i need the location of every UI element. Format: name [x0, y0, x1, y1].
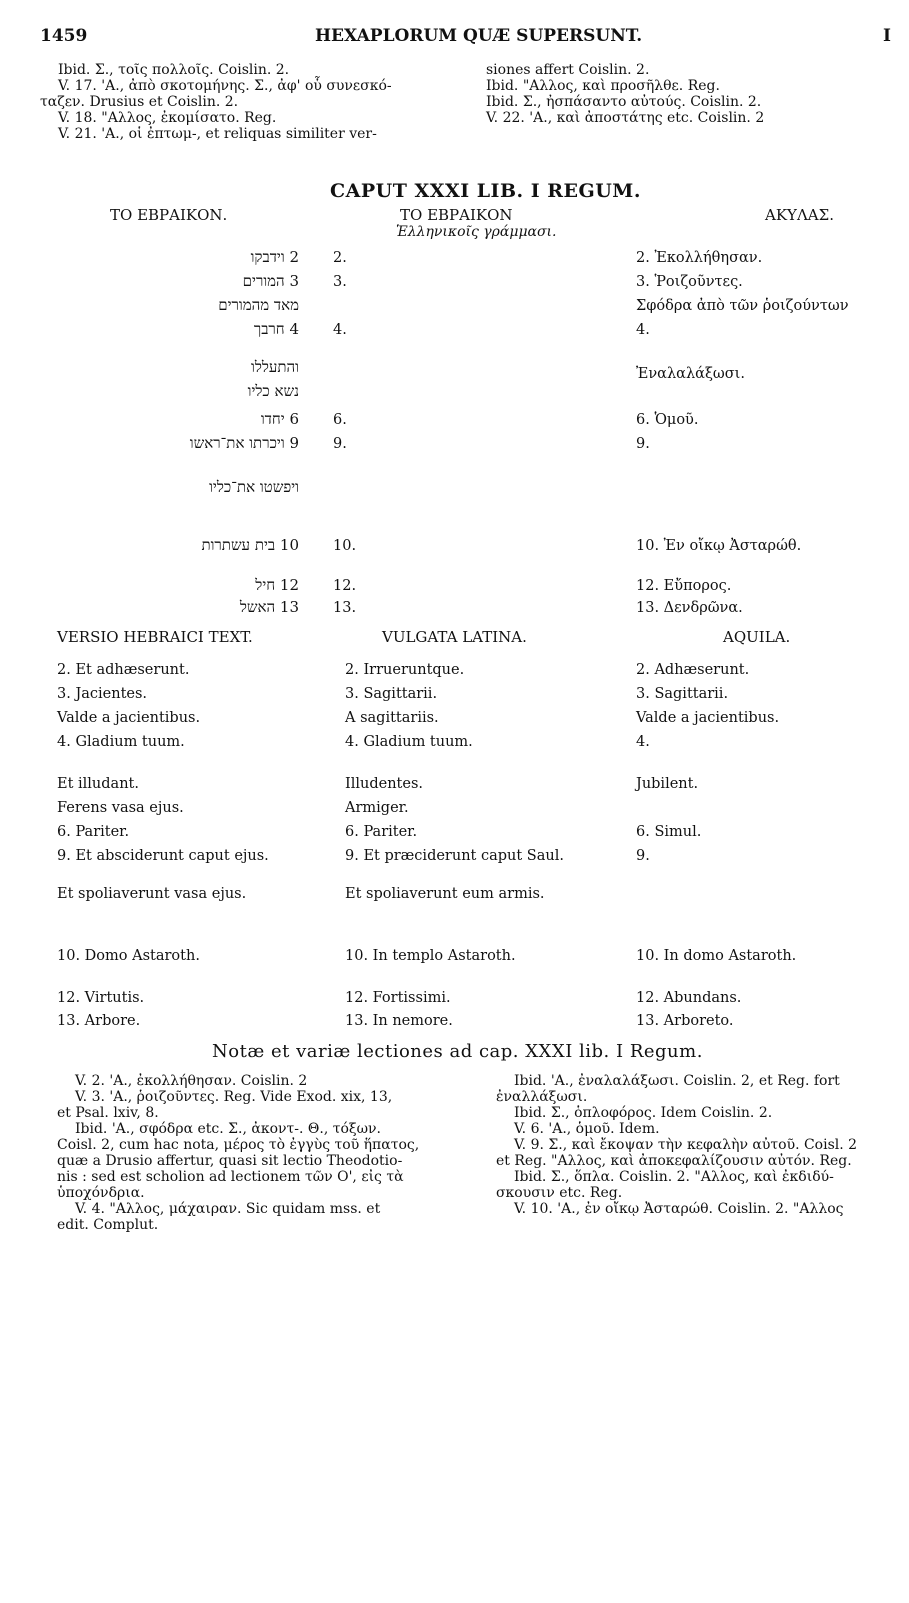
header-versio: VERSIO HEBRAICI TEXT.	[57, 628, 253, 646]
note-line: siones affert Coislin. 2.	[486, 62, 650, 78]
header-greek-letters-sub: Ἑλληνικοῖς γράμμασι.	[396, 224, 557, 240]
note-line: V. 9. Σ., καὶ ἔκοψαν τὴν κεφαλὴν αὐτοῦ. Coisl. 2	[514, 1137, 858, 1153]
header-hebrew: ΤΟ ΕΒΡΑΙΚΟΝ.	[110, 206, 228, 224]
hebrew-cell: והתעללו	[251, 358, 299, 376]
vulgata-cell: 4. Gladium tuum.	[345, 734, 473, 750]
vulgata-cell: Illudentes.	[345, 776, 424, 792]
versio-cell: Ferens vasa ejus.	[57, 800, 184, 816]
versio-cell: 10. Domo Astaroth.	[57, 948, 200, 964]
versio-cell: Et illudant.	[57, 776, 139, 792]
note-line: quæ a Drusio affertur, quasi sit lectio Theodotio-	[57, 1153, 403, 1169]
note-line: ἐναλλάξωσι.	[496, 1089, 588, 1105]
note-line: σκουσιν etc. Reg.	[496, 1185, 623, 1201]
hebrew-cell: 2 וידבקו	[250, 248, 299, 266]
aquila-cell: Σφόδρα ἀπὸ τῶν ῥοιζούντων	[636, 298, 849, 314]
verse-number: 3.	[333, 274, 347, 290]
aquila-latin-cell: 2. Adhæserunt.	[636, 662, 750, 678]
note-line: V. 3. 'Α., ῥοιζοῦντες. Reg. Vide Exod. xix, 13,	[75, 1089, 393, 1105]
note-line: V. 18. "Αλλος, ἐκομίσατο. Reg.	[58, 110, 277, 126]
header-aquila-latin: AQUILA.	[723, 628, 791, 646]
versio-cell: Et spoliaverunt vasa ejus.	[57, 886, 247, 902]
note-line: Ibid. Σ., ὅπλα. Coislin. 2. "Αλλος, καὶ ἐκδιδύ-	[514, 1169, 834, 1185]
note-line: V. 6. 'Α., ὁμοῦ. Idem.	[514, 1121, 660, 1137]
hebrew-cell: 12 חיל	[255, 576, 299, 594]
versio-cell: 6. Pariter.	[57, 824, 130, 840]
vulgata-cell: Armiger.	[345, 800, 409, 816]
bottom-notes-left	[57, 1073, 477, 1233]
aquila-latin-cell: 12. Abundans.	[636, 990, 742, 1006]
aquila-latin-cell: 6. Simul.	[636, 824, 702, 840]
top-notes-left	[40, 62, 460, 142]
page-number: 1459	[40, 26, 88, 46]
note-line: V. 17. 'Α., ἀπὸ σκοτομήνης. Σ., ἀφ' οὗ συνεσκό-	[58, 78, 392, 94]
vulgata-cell: 9. Et præciderunt caput Saul.	[345, 848, 564, 864]
note-line: ταζεν. Drusius et Coislin. 2.	[40, 94, 239, 110]
hebrew-cell: נשא כליו	[247, 382, 299, 400]
note-line: et Psal. lxiv, 8.	[57, 1105, 159, 1121]
verse-number: 4.	[333, 322, 347, 338]
verse-number: 2.	[333, 250, 347, 266]
caput-title: CAPUT XXXI LIB. I REGUM.	[330, 180, 641, 202]
aquila-latin-cell: 3. Sagittarii.	[636, 686, 729, 702]
note-line: V. 4. "Αλλος, μάχαιραν. Sic quidam mss. et	[75, 1201, 381, 1217]
bottom-notes-right	[496, 1073, 896, 1217]
vulgata-cell: 3. Sagittarii.	[345, 686, 438, 702]
versio-cell: 4. Gladium tuum.	[57, 734, 185, 750]
aquila-latin-cell: 4.	[636, 734, 650, 750]
verse-number: 6.	[333, 412, 347, 428]
versio-cell: 3. Jacientes.	[57, 686, 148, 702]
note-line: edit. Complut.	[57, 1217, 159, 1233]
note-line: nis : sed est scholion ad lectionem τῶν Ο', εἰς τὰ	[57, 1169, 404, 1185]
hebrew-cell: 4 חרבך	[253, 320, 299, 338]
hebrew-cell: 10 בית עשתרות	[201, 536, 299, 554]
note-line: V. 21. 'Α., οἱ ἐπτωμ-, et reliquas similiter ver-	[58, 126, 377, 142]
vulgata-cell: 2. Irrueruntque.	[345, 662, 465, 678]
running-title: HEXAPLORUM QUÆ SUPERSUNT.	[315, 26, 643, 46]
note-line: Ibid. Σ., ἠσπάσαντο αὐτούς. Coislin. 2.	[486, 94, 762, 110]
vulgata-cell: 13. In nemore.	[345, 1013, 453, 1029]
note-line: Coisl. 2, cum hac nota, μέρος τὸ ἐγγὺς τοῦ ἥπατος,	[57, 1137, 420, 1153]
vulgata-cell: 12. Fortissimi.	[345, 990, 451, 1006]
note-line: Ibid. "Αλλος, καὶ προσῆλθε. Reg.	[486, 78, 720, 94]
aquila-cell: 12. Εὔπορος.	[636, 578, 732, 594]
aquila-latin-cell: Jubilent.	[636, 776, 699, 792]
vulgata-cell: A sagittariis.	[345, 710, 439, 726]
aquila-latin-cell: Valde a jacientibus.	[636, 710, 780, 726]
vulgata-cell: Et spoliaverunt eum armis.	[345, 886, 545, 902]
hebrew-cell: מאד מהמורים	[218, 296, 299, 314]
note-line: Ibid. 'Α., σφόδρα etc. Σ., ἀκοντ-. Θ., τόξων.	[75, 1121, 382, 1137]
aquila-cell: 4.	[636, 322, 650, 338]
note-line: Ibid. Σ., τοῖς πολλοῖς. Coislin. 2.	[58, 62, 290, 78]
header-greek-letters: ΤΟ ΕΒΡΑΙΚΟΝ	[400, 206, 513, 224]
note-line: V. 22. 'Α., καὶ ἀποστάτης etc. Coislin. 2	[486, 110, 765, 126]
aquila-cell: 3. Ῥοιζοῦντες.	[636, 274, 743, 290]
verse-number: 13.	[333, 600, 357, 616]
aquila-cell: 13. Δενδρῶνα.	[636, 600, 743, 616]
note-line: Ibid. 'Α., ἐναλαλάξωσι. Coislin. 2, et Reg. fort	[514, 1073, 840, 1089]
versio-cell: Valde a jacientibus.	[57, 710, 201, 726]
aquila-cell: 9.	[636, 436, 650, 452]
hebrew-cell: 6 יחדו	[260, 410, 299, 428]
aquila-cell: 2. Ἐκολλήθησαν.	[636, 250, 763, 266]
running-header	[40, 26, 891, 50]
versio-cell: 13. Arbore.	[57, 1013, 141, 1029]
vulgata-cell: 6. Pariter.	[345, 824, 418, 840]
aquila-cell: 6. Ὁμοῦ.	[636, 412, 699, 428]
hebrew-cell: 13 האשל	[239, 598, 299, 616]
note-line: V. 2. 'Α., ἐκολλήθησαν. Coislin. 2	[75, 1073, 308, 1089]
hebrew-cell: ויפשטו את־כליו	[209, 478, 299, 496]
verse-number: 10.	[333, 538, 357, 554]
header-vulgata: VULGATA LATINA.	[382, 628, 527, 646]
note-line: et Reg. "Αλλος, καὶ ἀποκεφαλίζουσιν αὐτόν. Reg.	[496, 1153, 852, 1169]
top-notes-right	[486, 62, 891, 126]
verse-number: 9.	[333, 436, 347, 452]
note-line: ὑποχόνδρια.	[57, 1185, 145, 1201]
notes-title: Notæ et variæ lectiones ad cap. XXXI lib. I Regum.	[212, 1041, 703, 1062]
note-line: V. 10. 'Α., ἐν οἴκῳ Ἀσταρώθ. Coislin. 2. "Αλλος	[514, 1201, 844, 1217]
vulgata-cell: 10. In templo Astaroth.	[345, 948, 516, 964]
versio-cell: 12. Virtutis.	[57, 990, 145, 1006]
aquila-latin-cell: 13. Arboreto.	[636, 1013, 734, 1029]
versio-cell: 9. Et absciderunt caput ejus.	[57, 848, 269, 864]
aquila-latin-cell: 9.	[636, 848, 650, 864]
header-aquila: ΑΚΥΛΑΣ.	[765, 206, 834, 224]
aquila-cell: 10. Ἐν οἴκῳ Ἀσταρώθ.	[636, 538, 802, 554]
hebrew-cell: 3 המורים	[242, 272, 299, 290]
note-line: Ibid. Σ., ὁπλοφόρος. Idem Coislin. 2.	[514, 1105, 773, 1121]
aquila-cell: Ἐναλαλάξωσι.	[636, 366, 745, 382]
versio-cell: 2. Et adhæserunt.	[57, 662, 190, 678]
right-mark: I	[883, 26, 891, 46]
aquila-latin-cell: 10. In domo Astaroth.	[636, 948, 797, 964]
verse-number: 12.	[333, 578, 357, 594]
hebrew-cell: 9 ויכרתו את־ראשו	[189, 434, 299, 452]
